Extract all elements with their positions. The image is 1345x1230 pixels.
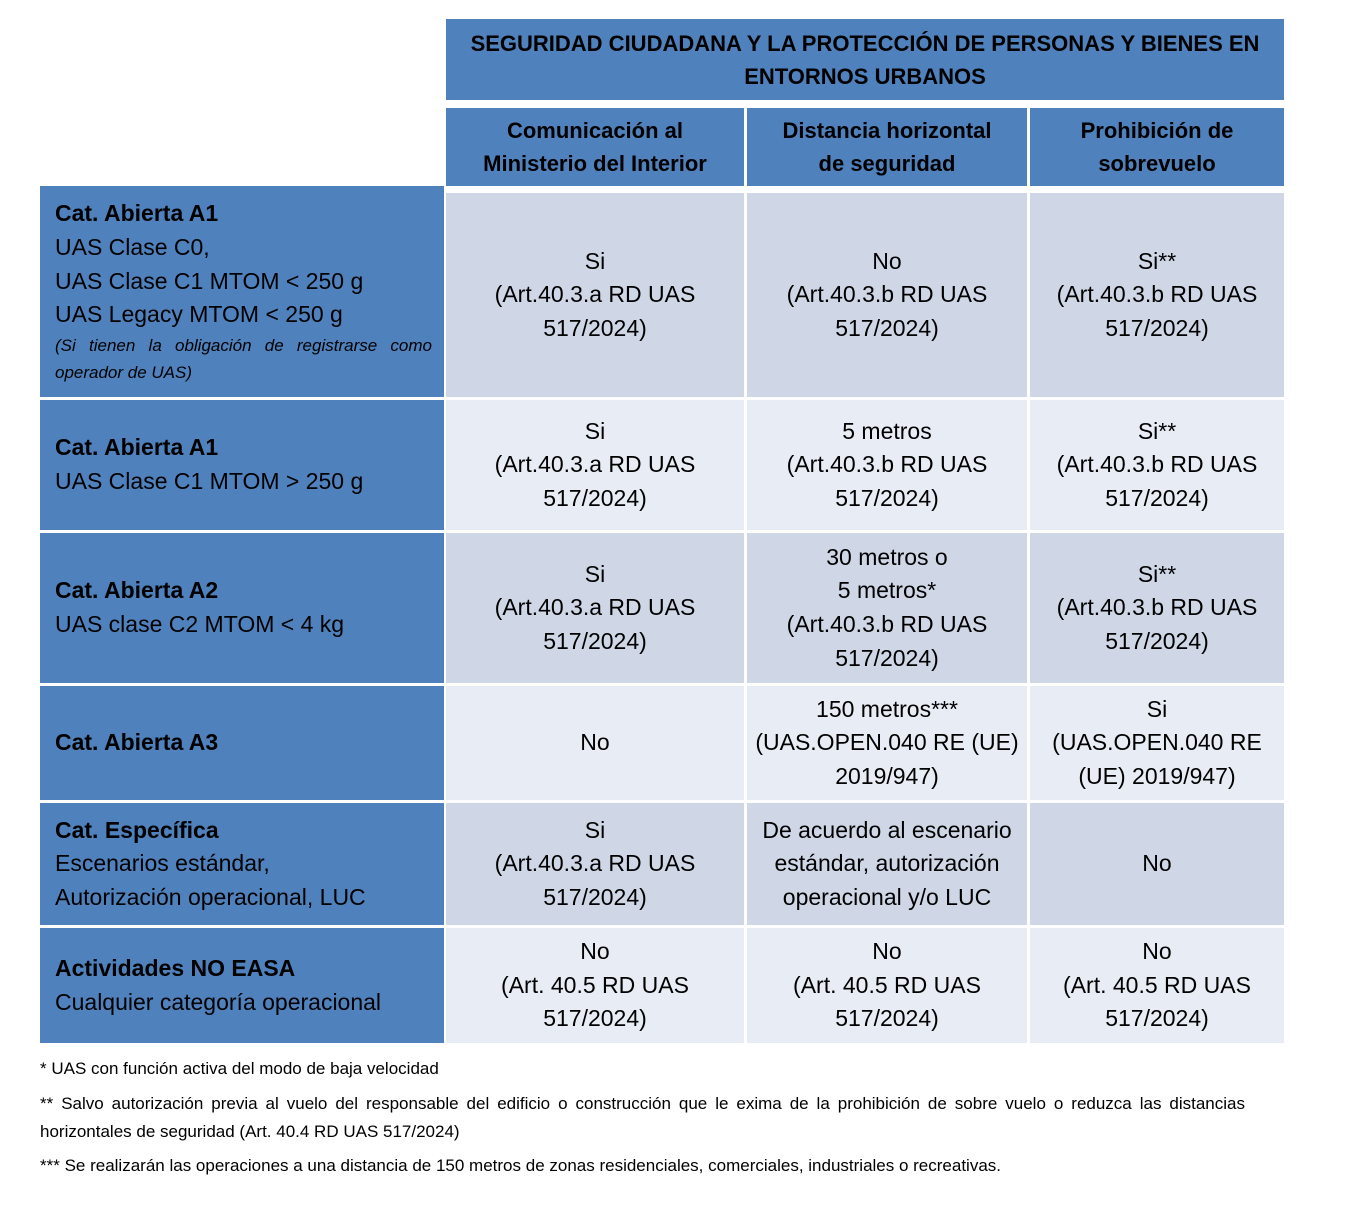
- row-title: Cat. Específica: [55, 816, 219, 843]
- cell-line: (Art. 40.5 RD UAS: [501, 971, 689, 998]
- cell-line: No: [580, 729, 610, 756]
- cell-line: Si: [1146, 695, 1168, 722]
- table-cell: [747, 803, 1027, 925]
- table-cell: [1030, 928, 1284, 1043]
- cell-line: 517/2024): [1105, 1005, 1209, 1032]
- cell-line: Si**: [1137, 417, 1177, 444]
- row-title: Actividades NO EASA: [55, 954, 296, 981]
- table-cell: [1030, 686, 1284, 800]
- cell-line: 517/2024): [1105, 627, 1209, 654]
- cell-line: (Art.40.3.b RD UAS: [1056, 451, 1258, 478]
- row-subtitle: UAS Clase C1 MTOM > 250 g: [55, 468, 364, 494]
- cell-line: 5 metros: [842, 417, 932, 444]
- cell-line: 517/2024): [543, 1005, 647, 1032]
- table-cell: [1030, 193, 1284, 397]
- row-header: [40, 533, 444, 683]
- cell-line: (Art.40.3.a RD UAS: [494, 850, 696, 877]
- cell-line: (Art.40.3.b RD UAS: [1056, 281, 1258, 308]
- row-subtitle: Cualquier categoría operacional: [55, 988, 382, 1015]
- column-header-line: de seguridad: [818, 151, 956, 176]
- cell-line: (UAS.OPEN.040 RE (UE): [755, 729, 1019, 756]
- table-cell: [747, 928, 1027, 1043]
- table-title: [446, 19, 1284, 100]
- table-cell: [1030, 533, 1284, 683]
- cell-line: (Art.40.3.a RD UAS: [494, 281, 696, 308]
- cell-line: 517/2024): [835, 484, 939, 511]
- footnote-double: ** Salvo autorización previa al vuelo del responsable del edificio o construcción que le exima de la prohibición de sobre vuelo o reduzca las distancias horizontales de seguridad (Art. 40.4 RD UAS 517/2024): [40, 1094, 1245, 1141]
- row-subtitle: UAS Clase C1 MTOM < 250 g: [55, 267, 364, 294]
- cell-line: (Art. 40.5 RD UAS: [1063, 971, 1251, 998]
- cell-line: (Art.40.3.b RD UAS: [1056, 594, 1258, 621]
- cell-line: (Art.40.3.a RD UAS: [494, 451, 696, 478]
- cell-line: (Art.40.3.b RD UAS: [786, 281, 988, 308]
- cell-line: No: [872, 247, 902, 274]
- cell-line: No: [580, 938, 610, 965]
- table-cell: [446, 533, 744, 683]
- row-note: (Si tienen la obligación de registrarse como operador de UAS): [55, 335, 432, 382]
- row-header: [40, 928, 444, 1043]
- table-cell: [747, 193, 1027, 397]
- row-title: Cat. Abierta A1: [55, 200, 219, 227]
- cell-line: (UE) 2019/947): [1078, 762, 1236, 789]
- cell-line: No: [1142, 850, 1172, 877]
- cell-line: 517/2024): [1105, 314, 1209, 341]
- table-cell: [1030, 803, 1284, 925]
- row-header: [40, 400, 444, 530]
- cell-line: 517/2024): [543, 484, 647, 511]
- row-title: Cat. Abierta A3: [55, 729, 219, 756]
- cell-line: (Art.40.3.b RD UAS: [786, 611, 988, 637]
- column-header-line: Prohibición de: [1080, 118, 1234, 143]
- cell-line: Si**: [1137, 247, 1177, 274]
- row-title: Cat. Abierta A2: [55, 577, 219, 604]
- table-cell: [747, 533, 1027, 683]
- cell-line: De acuerdo al escenario: [762, 816, 1012, 843]
- cell-line: 517/2024): [543, 627, 647, 654]
- table-cell: [446, 193, 744, 397]
- cell-line: 30 metros o: [826, 543, 948, 570]
- column-header-line: sobrevuelo: [1098, 151, 1216, 176]
- table-title-line: ENTORNOS URBANOS: [744, 63, 986, 89]
- cell-line: Si: [584, 417, 606, 444]
- column-header-distancia: [747, 108, 1027, 186]
- column-header-line: Comunicación al: [506, 118, 684, 143]
- footnote-triple: *** Se realizarán las operaciones a una distancia de 150 metros de zonas residenciales, comerciales, industriales o recreativas.: [40, 1156, 1002, 1175]
- cell-line: 517/2024): [543, 883, 647, 910]
- row-header: [40, 186, 444, 397]
- table-title-line: SEGURIDAD CIUDADANA Y LA PROTECCIÓN DE PERSONAS Y BIENES EN: [470, 30, 1260, 56]
- cell-line: 517/2024): [1105, 484, 1209, 511]
- cell-line: Si: [584, 247, 606, 274]
- row-subtitle: Escenarios estándar,: [55, 850, 270, 877]
- cell-line: (Art.40.3.a RD UAS: [494, 594, 696, 621]
- cell-line: No: [872, 938, 902, 965]
- cell-line: Si: [584, 816, 606, 843]
- row-subtitle: Autorización operacional, LUC: [55, 883, 366, 910]
- cell-line: 517/2024): [835, 1005, 939, 1032]
- row-subtitle: UAS clase C2 MTOM < 4 kg: [55, 611, 345, 637]
- table-cell: [446, 803, 744, 925]
- row-title: Cat. Abierta A1: [55, 434, 219, 461]
- row-subtitle: UAS Legacy MTOM < 250 g: [55, 301, 343, 328]
- cell-line: 150 metros***: [816, 695, 958, 722]
- cell-line: operacional y/o LUC: [782, 883, 992, 910]
- row-header: [40, 803, 444, 925]
- table-cell: [446, 928, 744, 1043]
- cell-line: (UAS.OPEN.040 RE: [1052, 729, 1262, 756]
- cell-line: 5 metros*: [837, 577, 937, 604]
- table-cell: [1030, 400, 1284, 530]
- cell-line: 517/2024): [835, 314, 939, 341]
- cell-line: Si: [584, 560, 606, 587]
- cell-line: (Art. 40.5 RD UAS: [793, 971, 981, 998]
- table-cell: [446, 400, 744, 530]
- column-header-line: Distancia horizontal: [782, 118, 992, 143]
- table-cell: [747, 400, 1027, 530]
- cell-line: 517/2024): [835, 644, 939, 671]
- table-cell: [446, 686, 744, 800]
- cell-line: 2019/947): [835, 762, 939, 789]
- cell-line: 517/2024): [543, 314, 647, 341]
- row-subtitle: UAS Clase C0,: [55, 233, 210, 260]
- column-header-line: Ministerio del Interior: [483, 151, 707, 176]
- row-header: [40, 686, 444, 800]
- table-cell: [747, 686, 1027, 800]
- cell-line: Si**: [1137, 560, 1177, 587]
- column-header-prohibicion: [1030, 108, 1284, 186]
- cell-line: No: [1142, 938, 1172, 965]
- cell-line: (Art.40.3.b RD UAS: [786, 451, 988, 478]
- footnote-single: * UAS con función activa del modo de baja velocidad: [40, 1059, 439, 1078]
- column-header-comunicacion: [446, 108, 744, 186]
- cell-line: estándar, autorización: [774, 850, 1000, 877]
